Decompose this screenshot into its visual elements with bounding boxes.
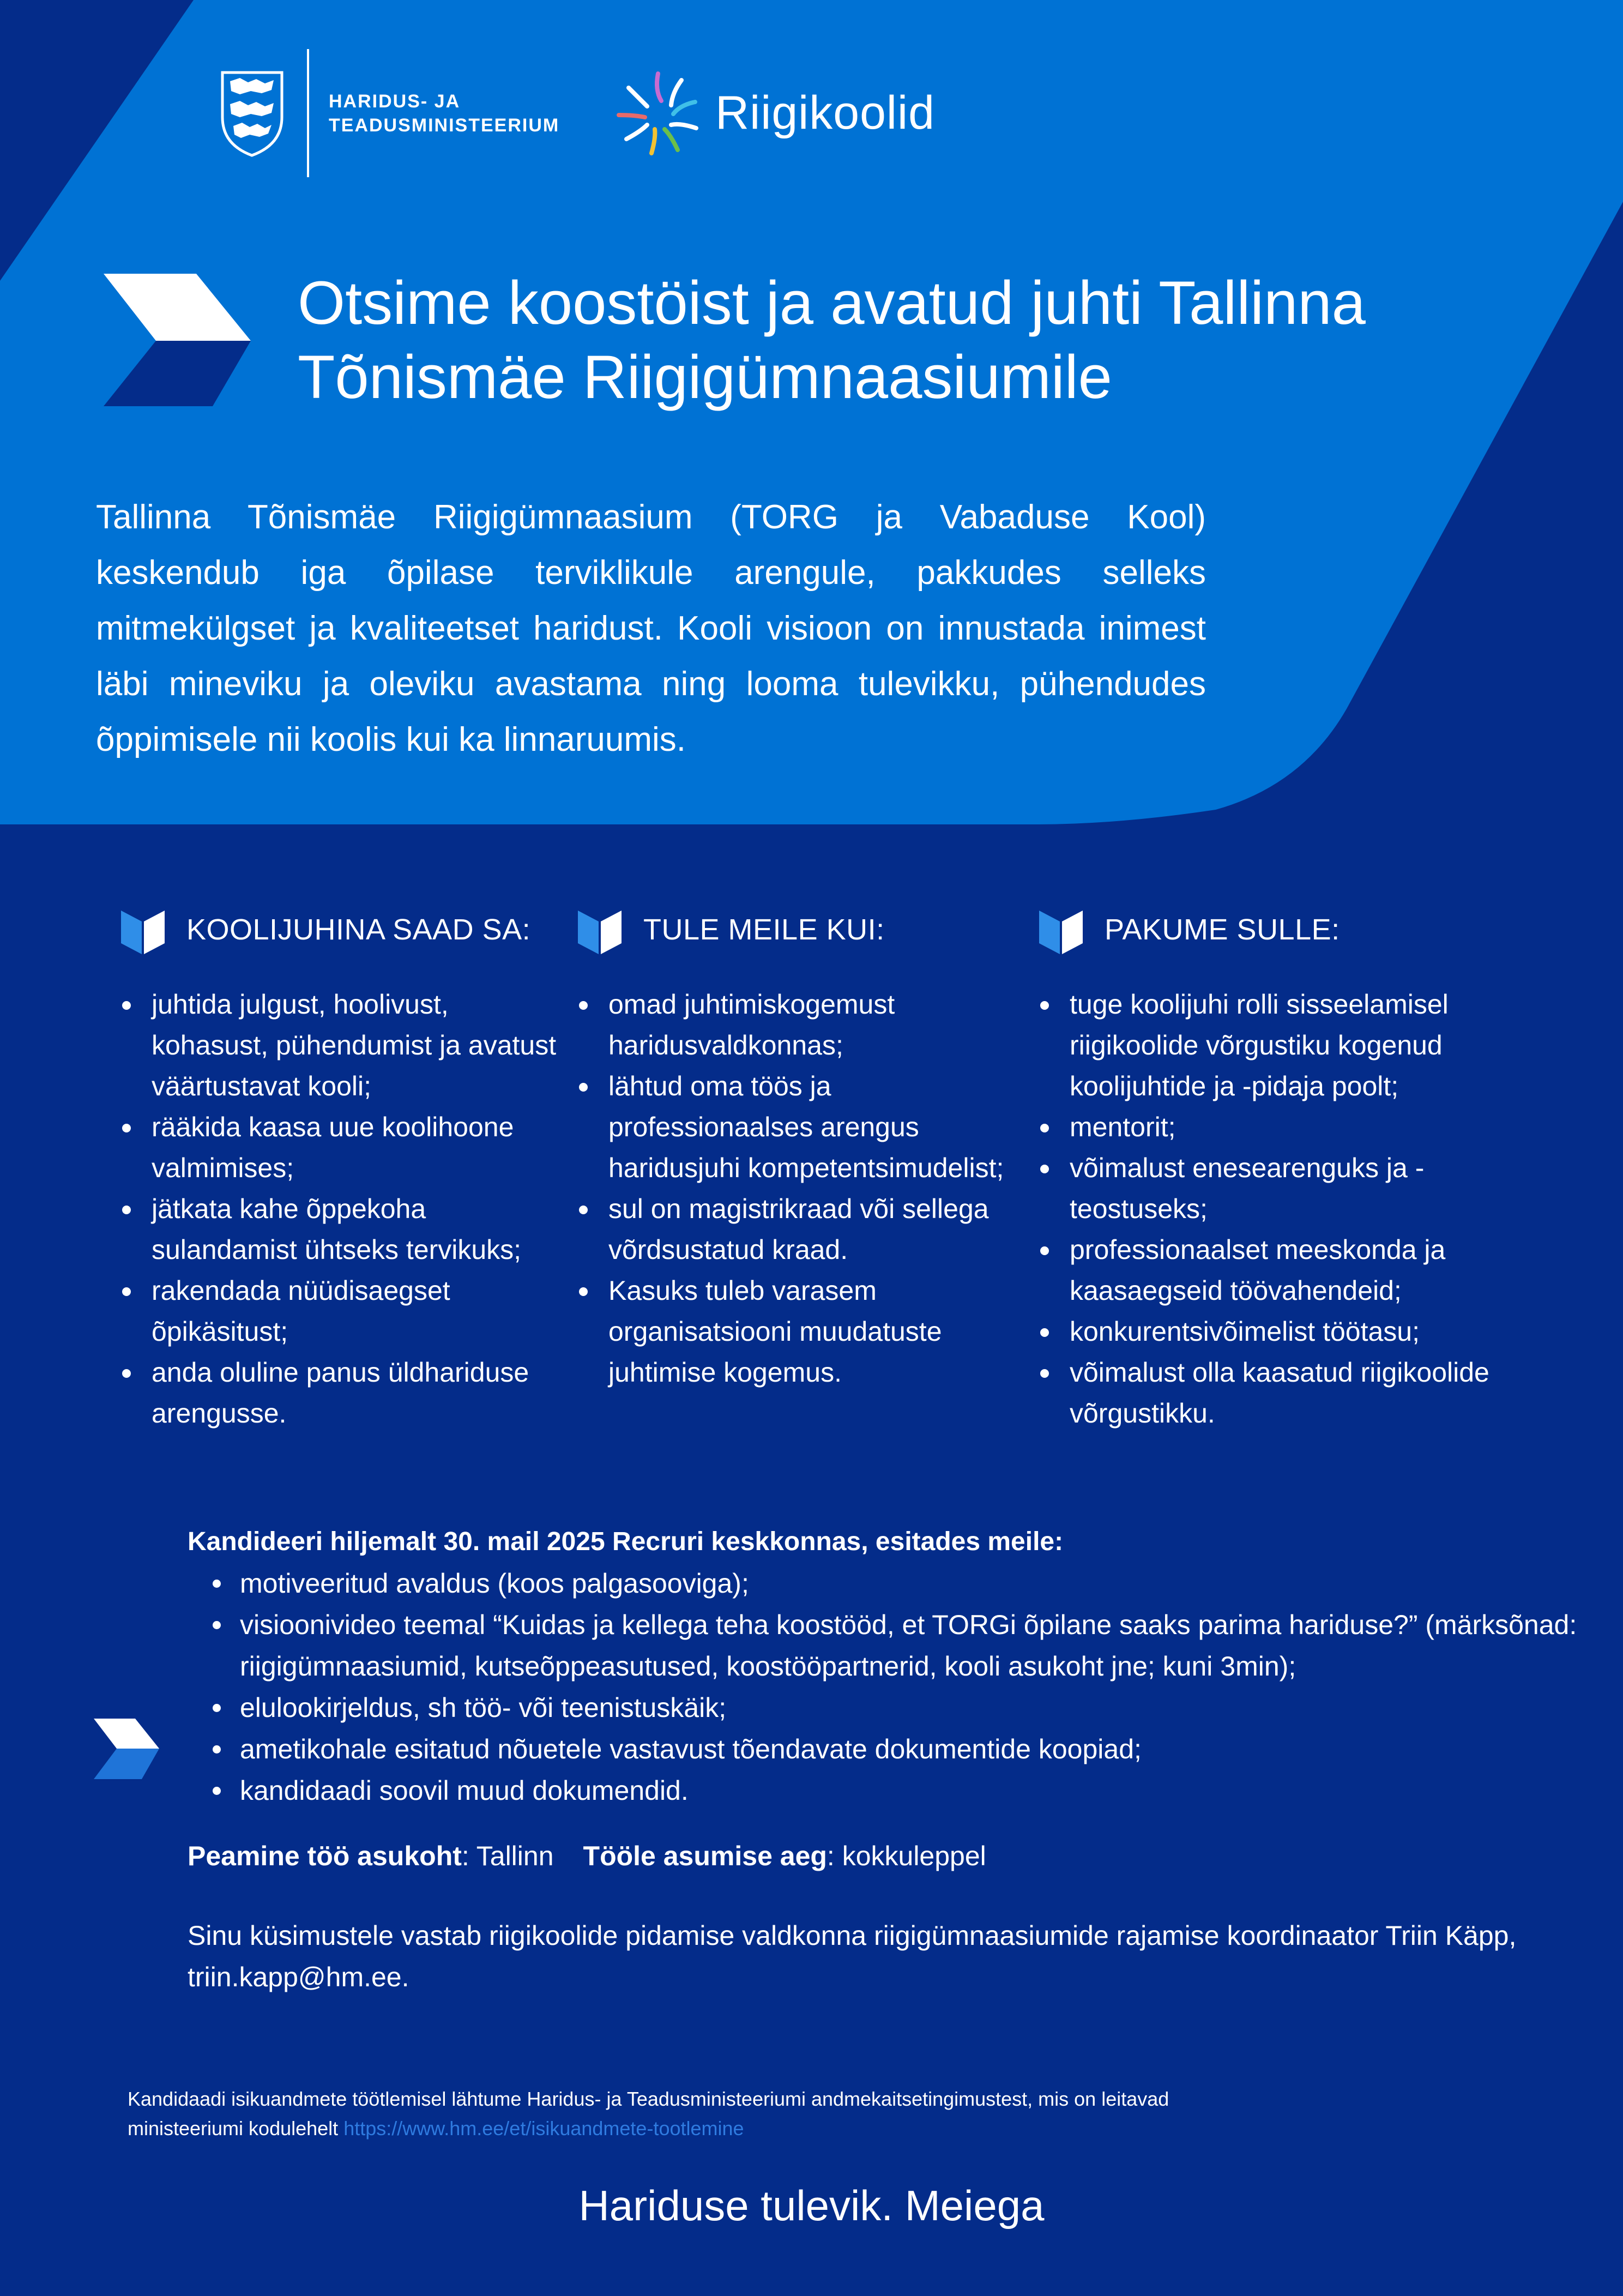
list-item: Kasuks tuleb varasem organisatsiooni muudatuste juhtimise kogemus. <box>608 1270 1025 1393</box>
chevron-mark-icon <box>94 1718 159 1780</box>
privacy-text: Kandidaadi isikuandmete töötlemisel lähtume Haridus- ja Teadusministeeriumi andmekaitsetingimustest, mis on leitavad ministeeriumi kodulehelt <box>128 2088 1169 2140</box>
application-block <box>188 1521 1583 1811</box>
column-list <box>1039 984 1519 1434</box>
column-list <box>578 984 1025 1393</box>
book-icon <box>121 905 168 954</box>
ministry-name <box>329 89 559 137</box>
privacy-link[interactable]: https://www.hm.ee/et/isikuandmete-tootlemine <box>343 2117 744 2140</box>
list-item: võimalust enesearenguks ja -teostuseks; <box>1070 1148 1519 1230</box>
tagline: Hariduse tulevik. Meiega <box>578 2181 1045 2229</box>
list-item: konkurentsivõimelist töötasu; <box>1070 1311 1519 1352</box>
location-label: Peamine töö asukoht <box>188 1841 462 1871</box>
list-item: elulookirjeldus, sh töö- või teenistuskäik; <box>240 1687 1583 1728</box>
list-item: tuge koolijuhi rolli sisseelamisel riigikoolide võrgustiku kogenud koolijuhtide ja -pidaja poolt; <box>1070 984 1519 1107</box>
location-value: : Tallinn <box>461 1841 554 1871</box>
chevron-mark-icon <box>104 273 251 409</box>
ministry-name-line2: TEADUSMINISTEERIUM <box>329 115 560 136</box>
start-value: : kokkuleppel <box>826 1841 986 1871</box>
column-heading-text: TULE MEILE KUI: <box>643 913 885 946</box>
column-heading-text: KOOLIJUHINA SAAD SA: <box>186 913 531 946</box>
book-icon <box>578 905 625 954</box>
column-heading <box>578 902 1025 957</box>
column-heading <box>121 902 557 957</box>
column-heading <box>1039 902 1519 957</box>
list-item: omad juhtimiskogemust haridusvaldkonnas; <box>608 984 1025 1066</box>
list-item: lähtud oma töös ja professionaalses arengus haridusjuhi kompetentsimudelist; <box>608 1066 1025 1189</box>
multicolor-sunburst-icon <box>613 68 703 158</box>
ministry-name-line1: HARIDUS- JA <box>329 91 461 112</box>
list-item: rakendada nüüdisaegset õpikäsitust; <box>152 1270 557 1352</box>
three-lions-crest-icon <box>218 68 286 158</box>
start-label: Tööle asumise aeg <box>583 1841 827 1871</box>
column-heading-text: PAKUME SULLE: <box>1105 913 1340 946</box>
list-item: mentorit; <box>1070 1107 1519 1148</box>
privacy-note <box>128 2084 1272 2143</box>
ministry-logo <box>218 49 559 177</box>
list-item: ametikohale esitatud nõuetele vastavust tõendavate dokumentide koopiad; <box>240 1728 1583 1770</box>
brand-name: Riigikoolid <box>715 87 935 139</box>
application-list <box>188 1563 1583 1811</box>
list-item: jätkata kahe õppekoha sulandamist ühtseks tervikuks; <box>152 1189 557 1270</box>
application-lead: Kandideeri hiljemalt 30. mail 2025 Recruri keskkonnas, esitades meile: <box>188 1527 1064 1556</box>
list-item: juhtida julgust, hoolivust, kohasust, pühendumist ja avatust väärtustavat kooli; <box>152 984 557 1107</box>
list-item: sul on magistrikraad või sellega võrdsustatud kraad. <box>608 1189 1025 1270</box>
column-list <box>121 984 557 1434</box>
list-item: kandidaadi soovil muud dokumendid. <box>240 1770 1583 1811</box>
job-meta <box>188 1835 986 1877</box>
list-item: võimalust olla kaasatud riigikoolide võrgustikku. <box>1070 1352 1519 1434</box>
list-item: rääkida kaasa uue koolihoone valmimises; <box>152 1107 557 1189</box>
contact-paragraph: Sinu küsimustele vastab riigikoolide pidamise valdkonna riigigümnaasiumide rajamise koordinaator Triin Käpp, triin.kapp@hm.ee. <box>188 1920 1517 1992</box>
list-item: anda oluline panus üldhariduse arengusse. <box>152 1352 557 1434</box>
intro-paragraph: Tallinna Tõnismäe Riigigümnaasium (TORG ja Vabaduse Kool) keskendub iga õpilase terviklikule arengule, pakkudes selleks mitmekülgset ja kvaliteetset haridust. Kooli visioon on innustada inimest läbi mineviku ja oleviku avastama ning looma tulevikku, pühendudes õppimisele nii koolis kui ka linnaruumis. <box>96 498 1206 758</box>
list-item: visioonivideo teemal “Kuidas ja kellega teha koostööd, et TORGi õpilane saaks parima hariduse?” (märksõnad: riigigümnaasiumid, kutseõppeasutused, koostööpartnerid, kooli asukoht jne; kuni 3min); <box>240 1604 1583 1687</box>
logo-divider <box>307 49 309 177</box>
riigikoolid-logo <box>613 68 935 158</box>
column-requirements <box>578 902 1025 1393</box>
page-title: Otsime koostöist ja avatud juhti Tallinna Tõnismäe Riigigümnaasiumile <box>298 269 1366 411</box>
column-leader-role <box>121 902 557 1434</box>
book-icon <box>1039 905 1086 954</box>
list-item: motiveeritud avaldus (koos palgasooviga); <box>240 1563 1583 1604</box>
list-item: professionaalset meeskonda ja kaasaegseid töövahendeid; <box>1070 1230 1519 1311</box>
column-offer <box>1039 902 1519 1434</box>
